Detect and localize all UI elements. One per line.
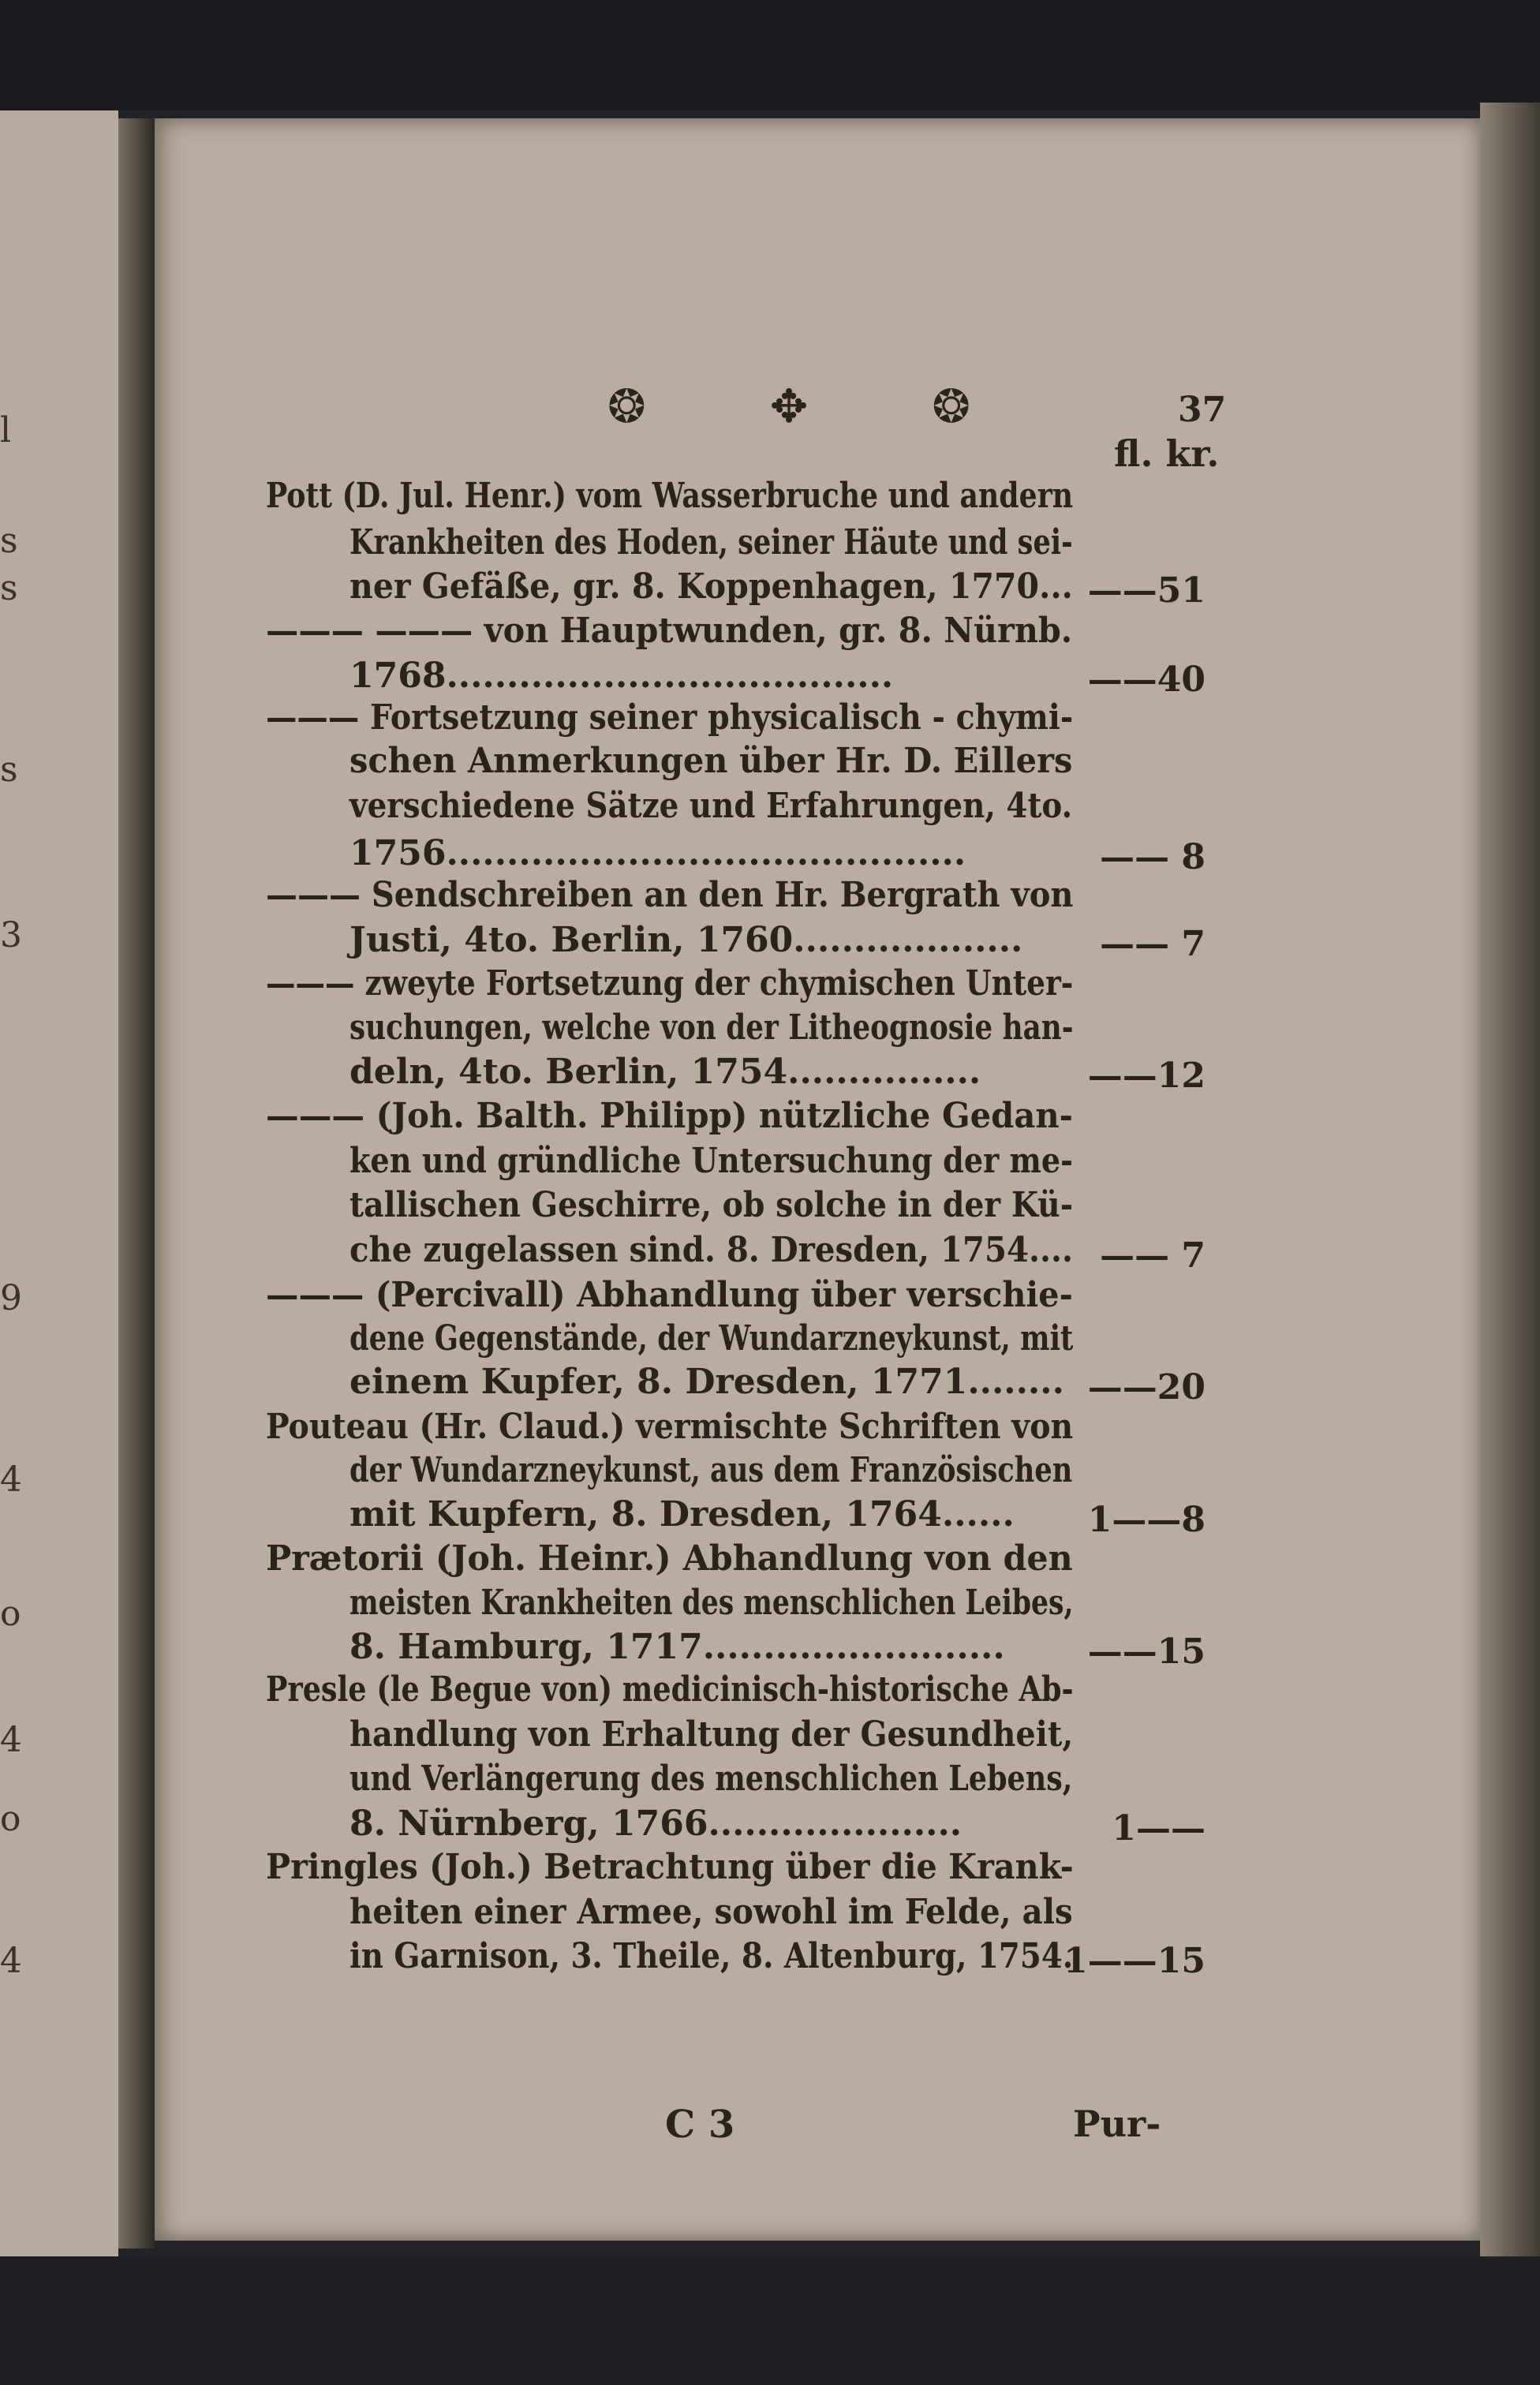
entry-price: ——20 <box>1087 1367 1205 1407</box>
page-edge <box>1480 103 1540 2264</box>
entry-line: che zugelassen sind. 8. Dresden, 1754.... <box>349 1230 1073 1270</box>
entry-line: 1756........................................... <box>349 833 966 873</box>
book-gutter <box>118 118 155 2249</box>
entry-line: einem Kupfer, 8. Dresden, 1771........ <box>349 1362 1064 1402</box>
entry-line: ——— (Joh. Balth. Philipp) nützliche Gedan- <box>266 1096 1073 1136</box>
entry-line: Pouteau (Hr. Claud.) vermischte Schriften von <box>266 1407 1074 1447</box>
left-page-char: o <box>0 1594 21 1634</box>
entry-line: ——— (Percivall) Abhandlung über verschie- <box>266 1275 1073 1315</box>
page-number: 37 <box>1178 390 1227 430</box>
entry-line: tallischen Geschirre, ob solche in der Kü- <box>349 1185 1074 1225</box>
left-page-char: l <box>0 410 12 450</box>
left-page-char: 4 <box>0 1720 22 1760</box>
catchword: Pur- <box>1073 2103 1161 2145</box>
header-ornaments <box>607 379 970 434</box>
previous-page-fragment <box>0 110 118 2256</box>
entry-line: ——— Fortsetzung seiner physicalisch - chymi- <box>266 697 1074 738</box>
entry-line: 1768..................................... <box>349 656 894 696</box>
entry-price: —— 7 <box>1100 924 1205 964</box>
entry-line: deln, 4to. Berlin, 1754................ <box>349 1052 981 1092</box>
entry-line: in Garnison, 3. Theile, 8. Altenburg, 1754. <box>349 1936 1074 1976</box>
entry-line: Prætorii (Joh. Heinr.) Abhandlung von den <box>266 1538 1073 1579</box>
entry-line: ner Gefäße, gr. 8. Koppenhagen, 1770... <box>349 566 1073 607</box>
left-page-char: s <box>0 568 18 608</box>
entry-price: 1—— <box>1112 1808 1205 1849</box>
entry-line: ——— ——— von Hauptwunden, gr. 8. Nürnb. <box>266 611 1073 651</box>
left-page-char: 4 <box>0 1941 22 1981</box>
entry-line: Pringles (Joh.) Betrachtung über die Krank- <box>266 1847 1074 1887</box>
entry-line: der Wundarzneykunst, aus dem Französischen <box>349 1450 1073 1490</box>
left-page-char: 4 <box>0 1460 22 1500</box>
entry-line: dene Gegenstände, der Wundarzneykunst, mit <box>349 1318 1074 1359</box>
entry-price: ——40 <box>1087 660 1205 700</box>
ornament-center-icon: ✥ <box>769 379 809 433</box>
entry-line: 8. Nürnberg, 1766..................... <box>349 1804 962 1844</box>
entry-line: handlung von Erhaltung der Gesundheit, <box>349 1714 1074 1755</box>
ornament-right-icon: ❂ <box>932 379 970 433</box>
bottom-band <box>0 2256 1540 2385</box>
left-page-char: 3 <box>0 915 22 955</box>
entry-line: heiten einer Armee, sowohl im Felde, als <box>349 1892 1073 1932</box>
entry-price: ——51 <box>1087 570 1205 611</box>
ornament-left-icon: ❂ <box>607 379 646 433</box>
entry-line: Krankheiten des Hoden, seiner Häute und sei- <box>349 522 1073 563</box>
entry-line: ——— Sendschreiben an den Hr. Bergrath von <box>266 875 1074 915</box>
entry-line: meisten Krankheiten des menschlichen Leibes, <box>349 1583 1074 1623</box>
currency-header: fl. kr. <box>1114 432 1220 475</box>
left-page-char: 9 <box>0 1278 22 1318</box>
entry-price: —— 7 <box>1100 1235 1205 1276</box>
entry-line: Pott (D. Jul. Henr.) vom Wasserbruche und andern <box>266 476 1074 516</box>
left-page-char: s <box>0 750 18 790</box>
entry-line: suchungen, welche von der Litheognosie han- <box>349 1007 1074 1048</box>
left-page-char: o <box>0 1799 21 1839</box>
left-page-char: s <box>0 521 18 561</box>
entry-line: schen Anmerkungen über Hr. D. Eillers <box>349 741 1073 781</box>
entry-price: ——15 <box>1087 1632 1205 1672</box>
entry-price: 1——15 <box>1063 1941 1205 1981</box>
entry-price: —— 8 <box>1100 837 1205 877</box>
entry-line: und Verlängerung des menschlichen Lebens, <box>349 1759 1073 1799</box>
entry-price: ——12 <box>1087 1056 1205 1096</box>
entry-line: Justi, 4to. Berlin, 1760................... <box>349 920 1023 960</box>
entry-line: ——— zweyte Fortsetzung der chymischen Unter- <box>266 963 1074 1004</box>
entry-line: ken und gründliche Untersuchung der me- <box>349 1141 1073 1181</box>
entry-line: Presle (le Begue von) medicinisch-historische Ab- <box>266 1669 1074 1710</box>
top-binding-band <box>0 0 1540 110</box>
entry-line: 8. Hamburg, 1717......................... <box>349 1627 1005 1667</box>
entry-line: verschiedene Sätze und Erfahrungen, 4to. <box>349 786 1073 826</box>
entry-price: 1——8 <box>1087 1500 1205 1540</box>
signature-mark: C 3 <box>665 2103 735 2147</box>
entry-line: mit Kupfern, 8. Dresden, 1764...... <box>349 1494 1015 1535</box>
